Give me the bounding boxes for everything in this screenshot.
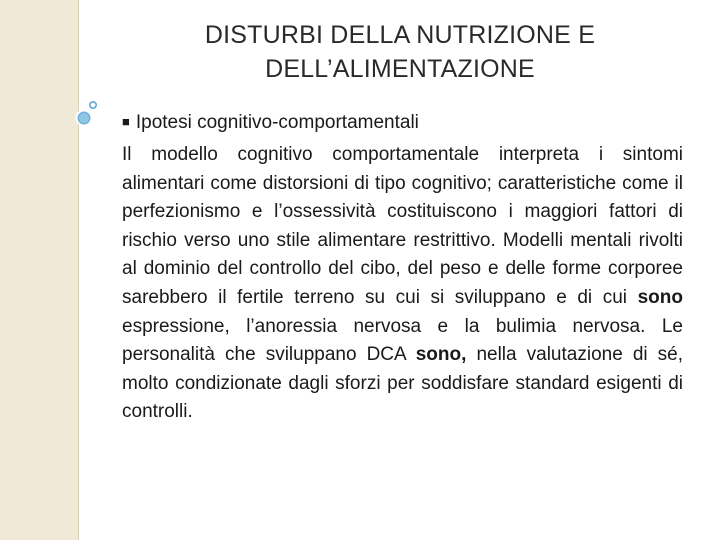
left-decorative-band [0,0,79,540]
title-line-1: DISTURBI DELLA NUTRIZIONE E [204,21,596,49]
square-bullet-icon: ■ [122,114,130,129]
body-paragraph [122,141,683,427]
slide-title [118,18,682,86]
body-text-part-2: espressione, l’anoressia nervosa e la bulimia nervosa. Le personalità che sviluppano DCA [122,315,683,366]
body-bold-sono-1: sono [637,286,683,308]
body-text-part-1: Il modello cognitivo comportamentale interpreta i sintomi alimentari come distorsioni di tipo cognitivo; caratteristiche come il perfezionismo e l’ossessività costituiscono i maggiori fattori di rischio verso uno stile alimentare restrittivo. Modelli mentali rivolti al dominio del controllo del cibo, del peso e delle forme corporee sarebbero il fertile terreno su cui si sviluppano e di cui [122,144,683,308]
body-text-part-3: nella valutazione di sé, molto condizionate dagli sforzi per soddisfare standard esigenti di controlli. [122,344,684,423]
title-line-2: DELL’ALIMENTAZIONE [265,55,535,83]
bullet-heading-text: Ipotesi cognitivo-comportamentali [135,112,419,133]
body-bold-sono-2: sono, [415,344,467,366]
bullet-heading [122,108,682,137]
circle-dots-decoration-icon [72,92,112,132]
